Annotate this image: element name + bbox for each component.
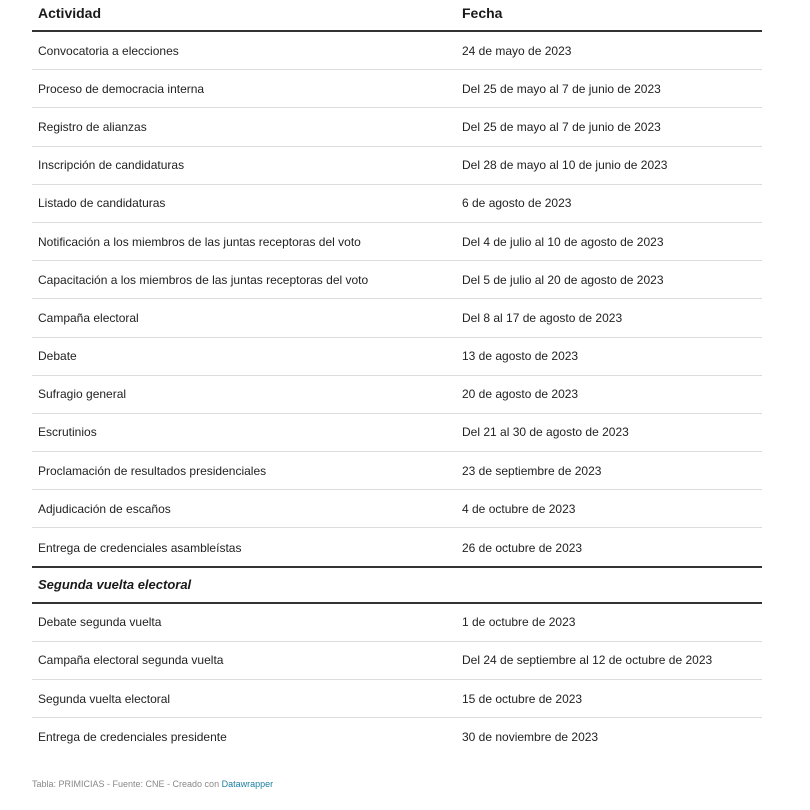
date-cell: Del 24 de septiembre al 12 de octubre de 2023: [462, 653, 713, 668]
section-title: Segunda vuelta electoral: [38, 577, 192, 593]
table-row: [32, 299, 762, 337]
activity-cell: Notificación a los miembros de las juntas receptoras del voto: [38, 234, 361, 249]
table-row: [32, 452, 762, 490]
activity-cell: Debate segunda vuelta: [38, 615, 162, 630]
table-row: [32, 680, 762, 718]
date-cell: 1 de octubre de 2023: [462, 615, 576, 630]
table-row: [32, 604, 762, 642]
activity-cell: Campaña electoral segunda vuelta: [38, 653, 224, 668]
activity-cell: Entrega de credenciales asambleístas: [38, 540, 242, 555]
table-row: [32, 261, 762, 299]
activity-cell: Proclamación de resultados presidenciales: [38, 463, 267, 478]
header-activity[interactable]: Actividad: [38, 5, 102, 21]
table-row: [32, 376, 762, 414]
activity-cell: Escrutinios: [38, 425, 97, 440]
date-cell: 30 de noviembre de 2023: [462, 730, 599, 745]
table-header: [32, 0, 762, 32]
date-cell: 13 de agosto de 2023: [462, 349, 579, 364]
table-row: [32, 185, 762, 223]
table-row: [32, 147, 762, 185]
date-cell: Del 4 de julio al 10 de agosto de 2023: [462, 234, 664, 249]
date-cell: 6 de agosto de 2023: [462, 196, 572, 211]
schedule-table: [32, 0, 762, 756]
table-row: [32, 108, 762, 146]
date-cell: Del 25 de mayo al 7 de junio de 2023: [462, 119, 661, 134]
activity-cell: Entrega de credenciales presidente: [38, 730, 227, 745]
date-cell: Del 28 de mayo al 10 de junio de 2023: [462, 158, 668, 173]
table-row: [32, 718, 762, 756]
activity-cell: Convocatoria a elecciones: [38, 43, 179, 58]
table-row: [32, 32, 762, 70]
table-row: [32, 528, 762, 566]
table-body: [32, 32, 762, 567]
activity-cell: Registro de alianzas: [38, 119, 147, 134]
section-body: [32, 604, 762, 757]
date-cell: Del 8 al 17 de agosto de 2023: [462, 310, 623, 325]
date-cell: Del 21 al 30 de agosto de 2023: [462, 425, 629, 440]
footer-credit: Tabla: PRIMICIAS - Fuente: CNE - Creado con: [32, 779, 222, 789]
date-cell: 26 de octubre de 2023: [462, 540, 583, 555]
activity-cell: Inscripción de candidaturas: [38, 158, 185, 173]
activity-cell: Adjudicación de escaños: [38, 501, 171, 516]
table-row: [32, 70, 762, 108]
header-date[interactable]: Fecha: [462, 5, 503, 21]
date-cell: 4 de octubre de 2023: [462, 501, 576, 516]
date-cell: 15 de octubre de 2023: [462, 691, 583, 706]
date-cell: 24 de mayo de 2023: [462, 43, 572, 58]
date-cell: Del 25 de mayo al 7 de junio de 2023: [462, 81, 661, 96]
activity-cell: Listado de candidaturas: [38, 196, 166, 211]
activity-cell: Capacitación a los miembros de las juntas receptoras del voto: [38, 272, 369, 287]
section-header: [32, 566, 762, 604]
date-cell: 20 de agosto de 2023: [462, 387, 579, 402]
date-cell: Del 5 de julio al 20 de agosto de 2023: [462, 272, 664, 287]
table-row: [32, 414, 762, 452]
activity-cell: Campaña electoral: [38, 310, 139, 325]
table-footer: [32, 779, 273, 789]
table-row: [32, 642, 762, 680]
date-cell: 23 de septiembre de 2023: [462, 463, 602, 478]
activity-cell: Sufragio general: [38, 387, 127, 402]
table-row: [32, 490, 762, 528]
datawrapper-link[interactable]: Datawrapper: [221, 779, 274, 789]
table-row: [32, 338, 762, 376]
activity-cell: Proceso de democracia interna: [38, 81, 205, 96]
table-row: [32, 223, 762, 261]
activity-cell: Segunda vuelta electoral: [38, 691, 171, 706]
activity-cell: Debate: [38, 349, 77, 364]
